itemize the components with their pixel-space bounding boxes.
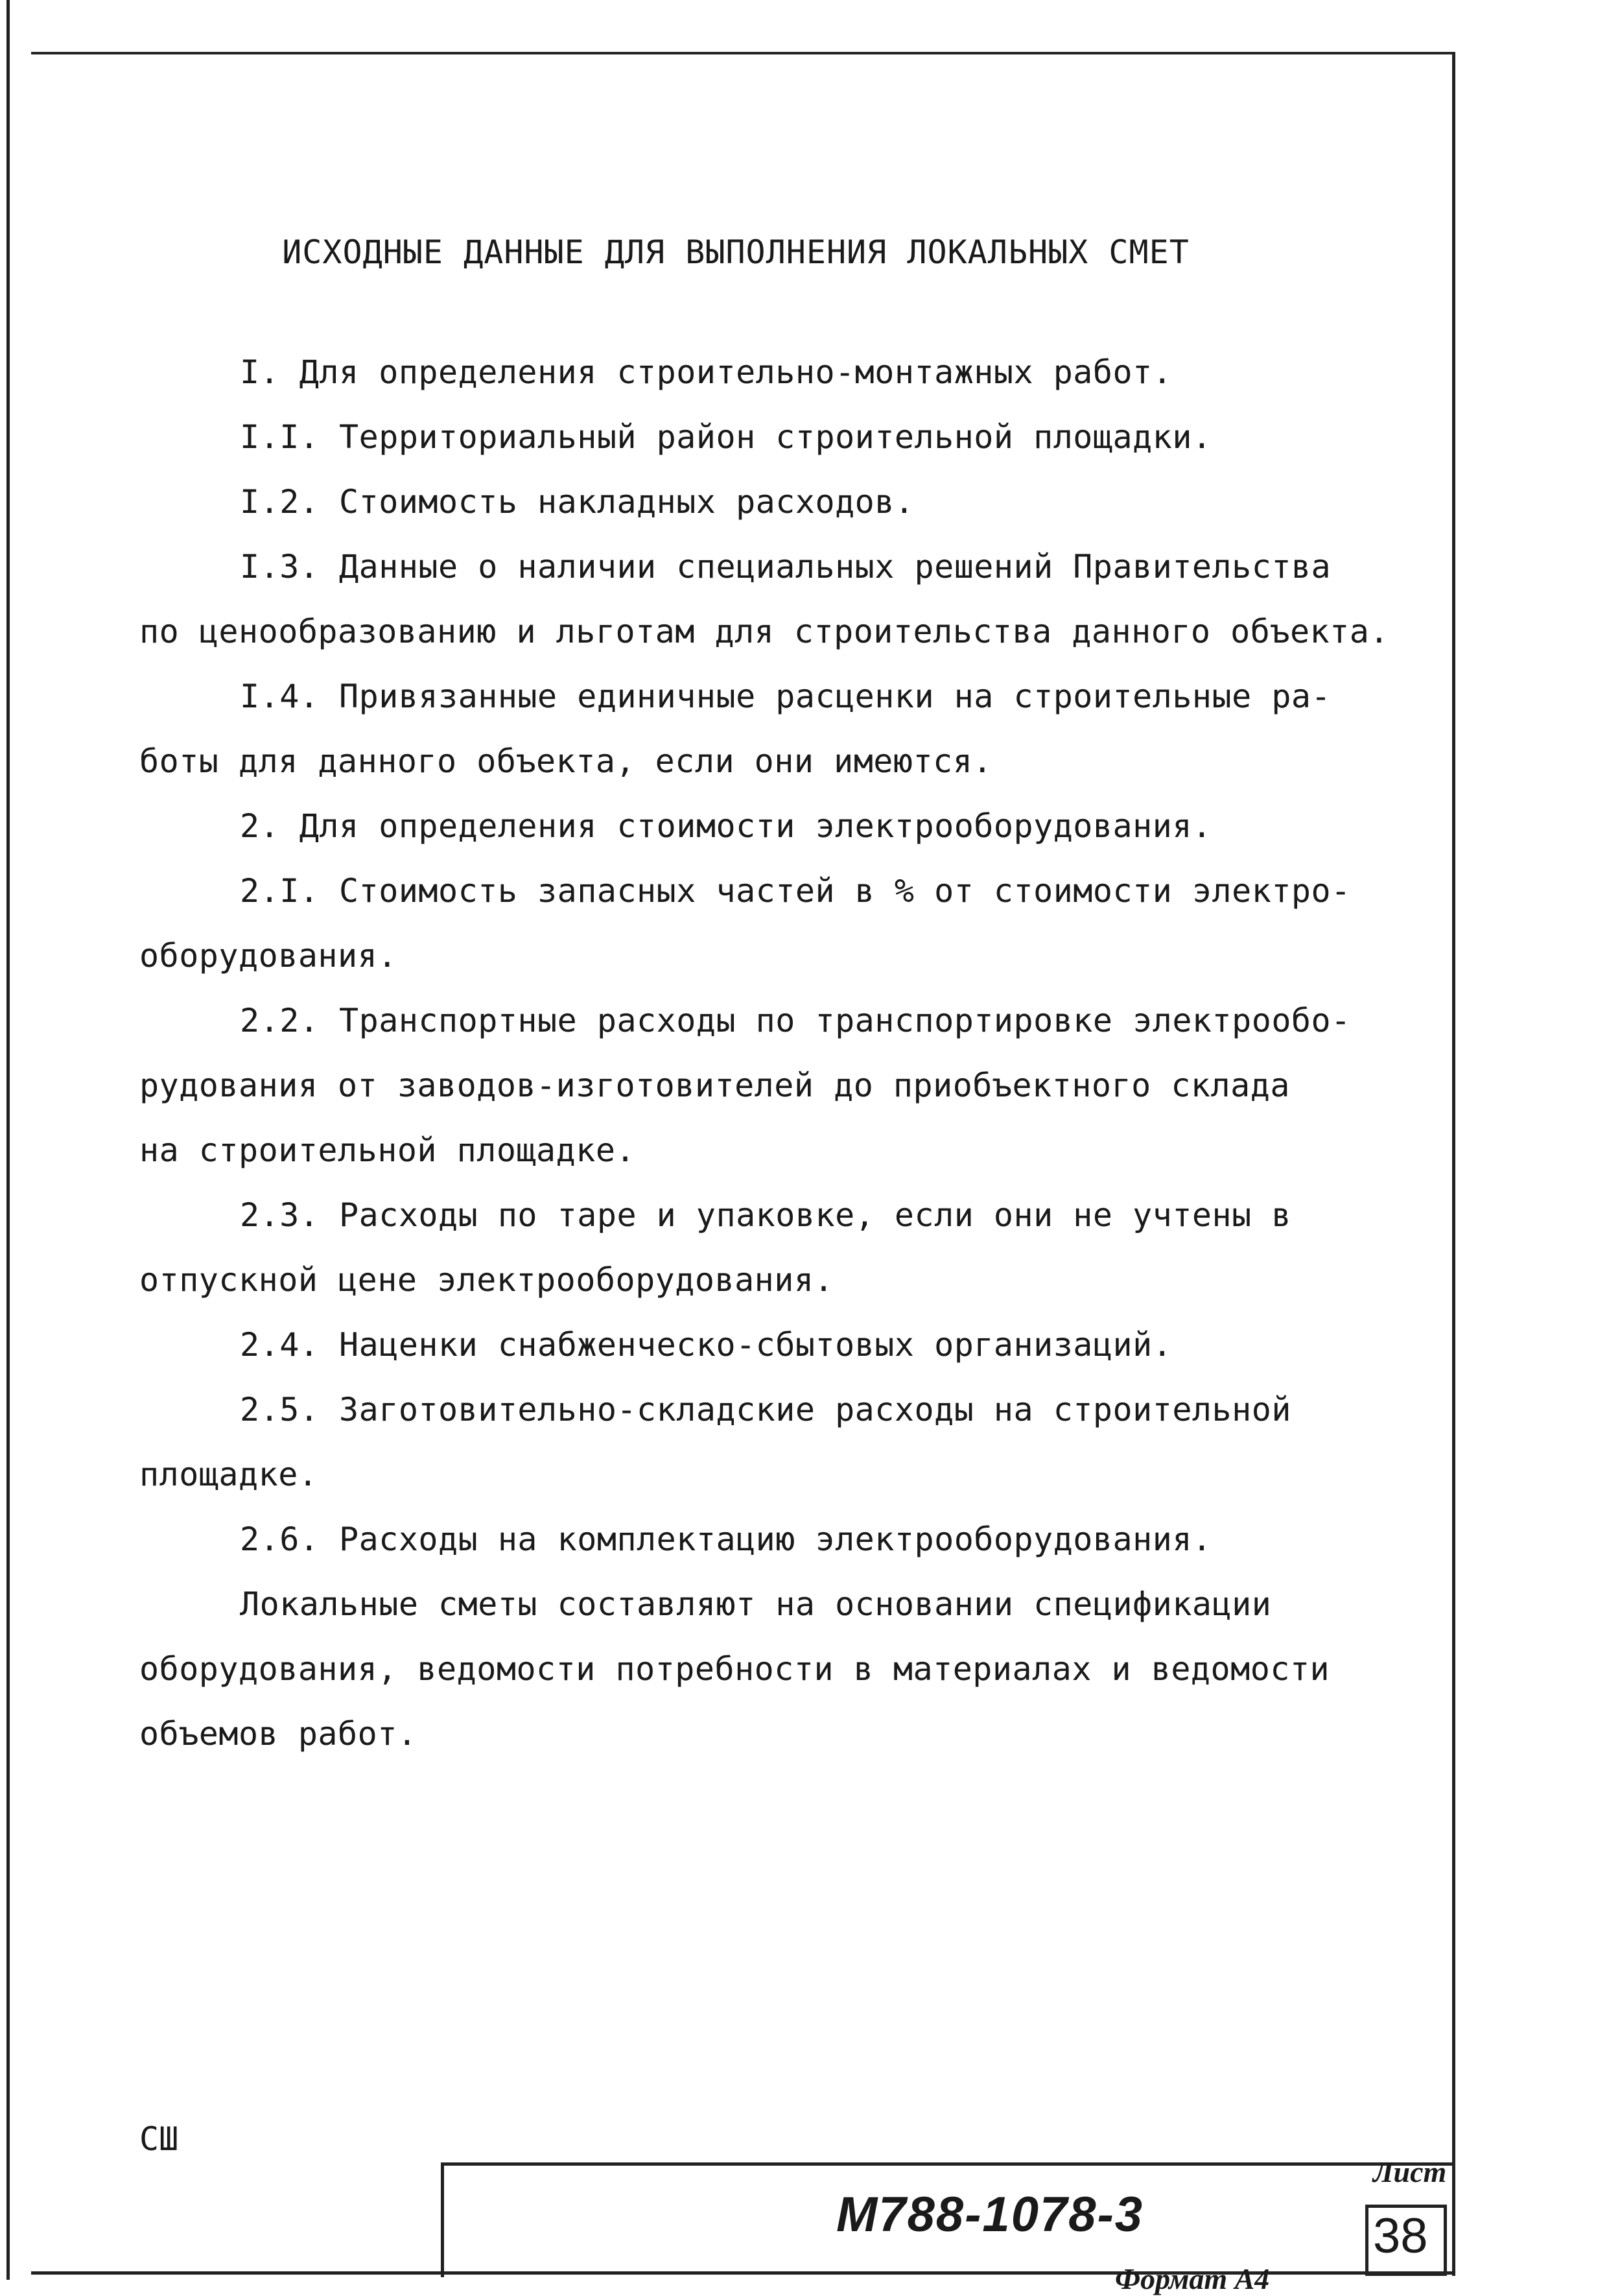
text-line: оборудования, ведомости потребности в материалах и ведомости xyxy=(139,1650,1330,1688)
text-line: I.4. Привязанные единичные расценки на строительные ра- xyxy=(240,678,1332,715)
text-line: 2. Для определения стоимости электрооборудования. xyxy=(240,807,1212,845)
format-label: Формат А4 xyxy=(1115,2262,1270,2295)
page-title: ИСХОДНЫЕ ДАННЫЕ ДЛЯ ВЫПОЛНЕНИЯ ЛОКАЛЬНЫХ СМЕТ xyxy=(282,233,1190,271)
department-mark: СШ xyxy=(139,2120,179,2158)
text-line: 2.4. Наценки снабженческо-сбытовых организаций. xyxy=(240,1326,1173,1364)
text-line: отпускной цене электрооборудования. xyxy=(139,1261,834,1299)
text-line: площадке. xyxy=(139,1456,318,1493)
text-line: I.2. Стоимость накладных расходов. xyxy=(240,483,915,521)
text-line: по ценообразованию и льготам для строительства данного объекта. xyxy=(139,613,1389,650)
text-line: объемов работ. xyxy=(139,1715,417,1753)
text-line: боты для данного объекта, если они имеются. xyxy=(139,742,992,780)
text-line: 2.2. Транспортные расходы по транспортировке электрообо- xyxy=(240,1002,1351,1039)
frame-left-line xyxy=(6,0,10,2280)
text-line: I.I. Территориальный район строительной площадки. xyxy=(240,418,1212,456)
text-line: 2.6. Расходы на комплектацию электрооборудования. xyxy=(240,1521,1212,1558)
text-line: 2.3. Расходы по таре и упаковке, если они не учтены в xyxy=(240,1196,1291,1234)
text-line: Локальные сметы составляют на основании спецификации xyxy=(240,1585,1272,1623)
text-line: на строительной площадке. xyxy=(139,1131,636,1169)
document-number: М788-1078-3 xyxy=(836,2187,1144,2242)
frame-top-line xyxy=(31,52,1454,54)
sheet-label: Лист xyxy=(1373,2155,1447,2188)
text-line: рудования от заводов-изготовителей до приобъектного склада xyxy=(139,1067,1290,1104)
frame-right-line xyxy=(1452,52,1455,2276)
text-line: оборудования. xyxy=(139,937,397,975)
text-line: 2.5. Заготовительно-складские расходы на строительной xyxy=(240,1391,1291,1428)
text-line: I. Для определения строительно-монтажных работ. xyxy=(240,353,1173,391)
sheet-number: 38 xyxy=(1373,2208,1428,2264)
text-line: I.3. Данные о наличии специальных решений Правительства xyxy=(240,548,1332,586)
text-line: 2.I. Стоимость запасных частей в % от стоимости электро- xyxy=(240,872,1351,910)
